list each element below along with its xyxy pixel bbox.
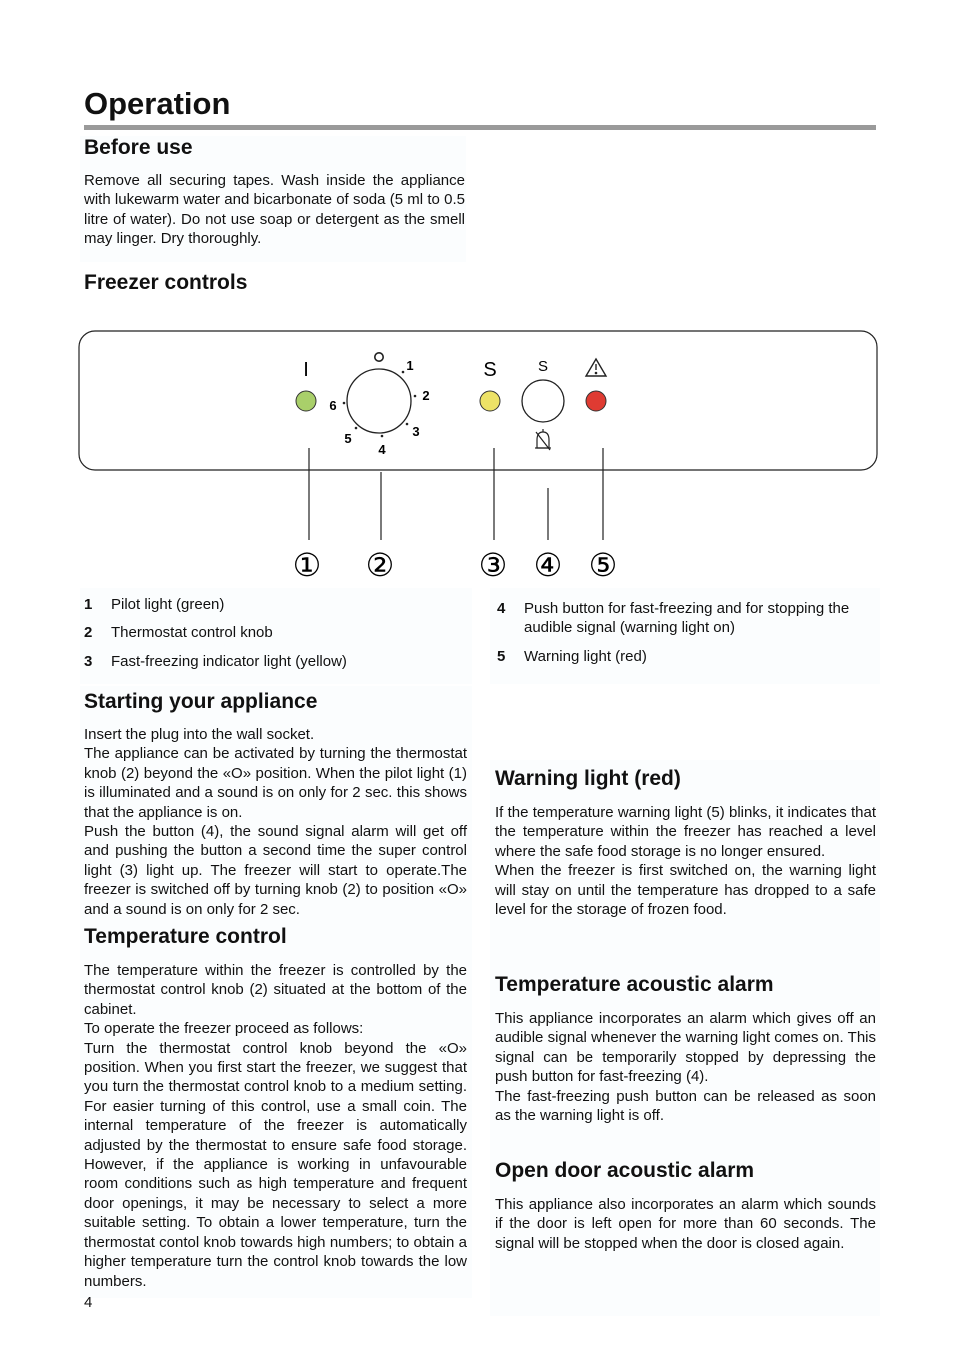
- page-number: 4: [84, 1294, 93, 1311]
- legend-number: 4: [497, 600, 506, 617]
- temperature-control-heading: Temperature control: [84, 925, 287, 948]
- pilot-symbol: I: [303, 359, 309, 381]
- page-title: Operation: [84, 86, 231, 121]
- legend-number: 3: [84, 653, 93, 670]
- legend-number: 5: [497, 648, 506, 665]
- starting-text: [84, 725, 467, 919]
- legend-number: 1: [84, 596, 93, 613]
- callout-2: ②: [365, 546, 395, 584]
- knob-tick: [406, 423, 409, 426]
- legend-item: [497, 647, 877, 675]
- warning-light-paragraph: When the freezer is first switched on, the warning light will stay on until the temperature has dropped to a safe level for the storage of frozen food.: [495, 862, 876, 919]
- starting-paragraph: Push the button (4), the sound signal alarm will get off and pushing the button a second time the super control light (3) light up. The freezer will start to operate.The freezer is switched off by turning knob (2) to position «O» and a sound is on only for 2 sec.: [84, 823, 467, 918]
- legend-number: 2: [84, 624, 93, 641]
- legend-list-right: [497, 599, 877, 675]
- starting-paragraph: The appliance can be activated by turning the thermostat knob (2) beyond the «O» position. When the pilot light (1) is illuminated and a sound is on only for 2 sec. this shows that the appliance is on.: [84, 745, 467, 821]
- temp-alarm-paragraph: This appliance incorporates an alarm which gives off an audible signal whenever the warning light comes on. This signal can be temporarily stopped by depressing the push button for fast-freezing (4).: [495, 1010, 876, 1086]
- door-alarm-heading: Open door acoustic alarm: [495, 1159, 755, 1182]
- fast-freeze-light: [480, 391, 500, 411]
- door-alarm-text: [495, 1195, 876, 1253]
- knob-position-off: [375, 353, 383, 361]
- temperature-control-paragraph: Turn the thermostat control knob beyond the «O» position. When you first start the freezer, we suggest that you turn the thermostat control knob to a medium setting. For easier turning of this control, use a small coin. The internal temperature of the freezer is automatically adjusted by the thermostat to ensure safe food storage. However, if the appliance is working in unfavourable room conditions such as high temperature and frequent door openings, it may be necessary to select a more suitable setting. To obtain a lower temperature, turn the thermostat contol knob towards high numbers; to obtain a higher temperature turn the control knob towards the low numbers.: [84, 1039, 467, 1290]
- temperature-control-paragraph: To operate the freezer proceed as follows:: [84, 1020, 364, 1038]
- pilot-light: [296, 391, 316, 411]
- callout-1: ①: [292, 546, 322, 584]
- title-rule: [84, 125, 876, 130]
- temperature-control-paragraph: The temperature within the freezer is controlled by the thermostat control knob (2) situated at the bottom of the cabinet.: [84, 962, 467, 1018]
- before-use-paragraph: Remove all securing tapes. Wash inside the appliance with lukewarm water and bicarbonate of soda (5 ml to 0.5 litre of water). Do not use soap or detergent as the smell may linger. Dry thoroughly.: [84, 172, 465, 248]
- warning-light-paragraph: If the temperature warning light (5) blinks, it indicates that the temperature within the freezer has reached a level where the safe food storage is no longer ensured.: [495, 804, 876, 860]
- callout-3: ③: [478, 546, 508, 584]
- bell-muted-icon: [535, 429, 551, 450]
- warning-light: [586, 391, 606, 411]
- legend-item: [84, 652, 474, 680]
- knob-label-4: 4: [378, 442, 386, 457]
- fast-freeze-symbol: S: [483, 359, 497, 381]
- knob-label-1: 1: [406, 358, 414, 373]
- legend-text: Thermostat control knob: [111, 624, 273, 641]
- knob-label-3: 3: [412, 424, 420, 439]
- legend-text: Warning light (red): [524, 648, 647, 665]
- callout-5: ⑤: [588, 546, 618, 584]
- temp-alarm-paragraph: The fast-freezing push button can be released as soon as the warning light is off.: [495, 1087, 876, 1125]
- warning-triangle-icon: [586, 359, 606, 376]
- before-use-heading: Before use: [84, 136, 193, 159]
- control-panel-outline: [79, 331, 877, 470]
- freezer-controls-heading: Freezer controls: [84, 271, 248, 294]
- door-alarm-paragraph: This appliance also incorporates an alarm which sounds if the door is left open for more than 60 seconds. The signal will be stopped when the door is closed again.: [495, 1196, 876, 1252]
- temp-alarm-heading: Temperature acoustic alarm: [495, 973, 774, 996]
- legend-item: [84, 595, 474, 623]
- temp-alarm-text: [495, 1009, 876, 1125]
- fast-freeze-push-button: [522, 380, 564, 422]
- warning-light-text: [495, 803, 876, 919]
- legend-text: Push button for fast-freezing and for stopping the audible signal (warning light on): [524, 600, 850, 637]
- knob-tick: [414, 395, 417, 398]
- warning-light-heading: Warning light (red): [495, 767, 681, 790]
- button-symbol: S: [537, 358, 549, 375]
- legend-text: Fast-freezing indicator light (yellow): [111, 653, 347, 670]
- knob-label-2: 2: [422, 388, 430, 403]
- starting-paragraph: Insert the plug into the wall socket.: [84, 726, 315, 743]
- legend-text: Pilot light (green): [111, 596, 225, 613]
- thermostat-knob: [347, 369, 411, 433]
- knob-tick: [343, 402, 346, 405]
- callout-4: ④: [533, 546, 563, 584]
- knob-label-5: 5: [344, 431, 352, 446]
- knob-label-6: 6: [329, 398, 337, 413]
- knob-tick: [402, 371, 405, 374]
- knob-tick: [355, 427, 358, 430]
- knob-tick: [381, 435, 384, 438]
- legend-item: [497, 599, 877, 647]
- legend-item: [84, 623, 474, 652]
- temperature-control-text: [84, 961, 467, 1291]
- legend-list-left: [84, 595, 474, 680]
- starting-heading: Starting your appliance: [84, 690, 318, 713]
- before-use-text: [84, 171, 465, 249]
- control-panel-diagram: [0, 320, 954, 590]
